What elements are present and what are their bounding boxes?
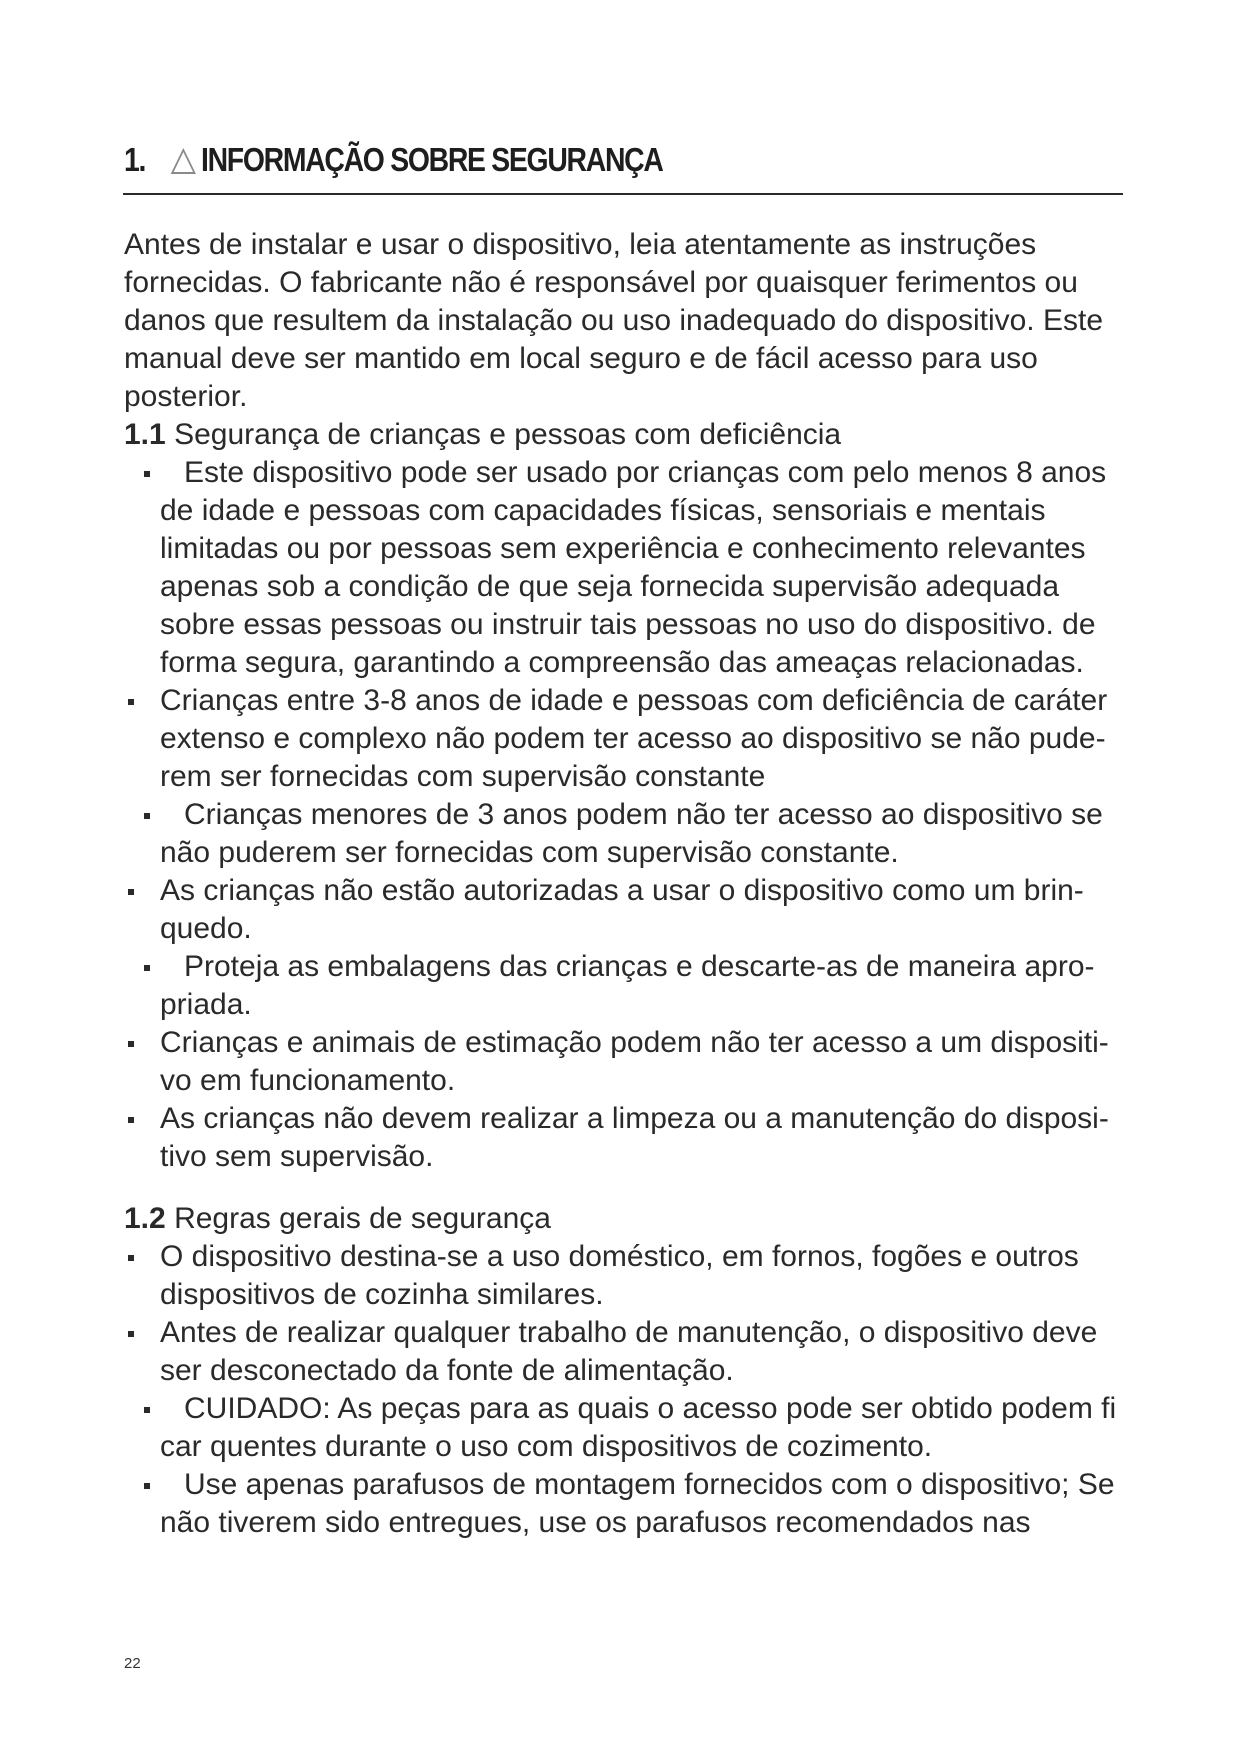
subsection-number: 1.2 <box>124 1202 166 1235</box>
list-item: Use apenas parafusos de montagem fornecidos com o dispositivo; Se não tiverem sido entregues, use os parafusos recomendados nas <box>124 1466 1124 1542</box>
bullet-marker <box>144 965 150 971</box>
list-item: Crianças entre 3-8 anos de idade e pessoas com deficiência de caráter extenso e complexo não podem ter acesso ao dispositivo se não pude-rem ser fornecidas com supervisão constante <box>124 682 1124 796</box>
list-item: As crianças não devem realizar a limpeza ou a manutenção do disposi-tivo sem supervisão. <box>124 1100 1124 1176</box>
page-number: 22 <box>124 1655 141 1672</box>
list-item: O dispositivo destina-se a uso doméstico, em fornos, fogões e outros dispositivos de cozinha similares. <box>124 1238 1124 1314</box>
bullet-marker <box>128 1255 134 1261</box>
bullet-marker <box>144 813 150 819</box>
subsection-heading-1-1 <box>124 416 1124 454</box>
bullet-marker <box>128 1117 134 1123</box>
heading-number: 1. <box>124 141 146 178</box>
list-item: Crianças menores de 3 anos podem não ter acesso ao dispositivo se não puderem ser fornecidas com supervisão constante. <box>124 796 1124 872</box>
heading-rule <box>123 193 1123 195</box>
bullet-marker <box>128 1041 134 1047</box>
bullet-marker <box>144 1483 150 1489</box>
list-item: As crianças não estão autorizadas a usar o dispositivo como um brin-quedo. <box>124 872 1124 948</box>
heading-title: INFORMAÇÃO SOBRE SEGURANÇA <box>201 141 663 178</box>
section-gap <box>124 1176 1124 1200</box>
bullet-list-1-2 <box>124 1238 1124 1542</box>
list-item: Antes de realizar qualquer trabalho de manutenção, o dispositivo deve ser desconectado da fonte de alimentação. <box>124 1314 1124 1390</box>
bullet-list-1-1 <box>124 454 1124 1176</box>
subsection-title: Segurança de crianças e pessoas com deficiência <box>174 418 842 451</box>
page-content <box>124 226 1124 1542</box>
warning-triangle-icon <box>170 147 196 175</box>
section-heading <box>124 141 984 179</box>
list-item: Crianças e animais de estimação podem não ter acesso a um dispositi-vo em funcionamento. <box>124 1024 1124 1100</box>
list-item: Este dispositivo pode ser usado por crianças com pelo menos 8 anos de idade e pessoas com capacidades físicas, sensoriais e mentais limitadas ou por pessoas sem experiência e conhecimento relevantes apenas sob a condição de que seja fornecida supervisão adequada sobre essas pessoas ou instruir tais pessoas no uso do dispositivo. de forma segura, garantindo a compreensão das ameaças relacionadas. <box>124 454 1124 682</box>
list-item: CUIDADO: As peças para as quais o acesso pode ser obtido podem fi car quentes durante o uso com dispositivos de cozimento. <box>124 1390 1124 1466</box>
subsection-title: Regras gerais de segurança <box>174 1202 551 1235</box>
bullet-marker <box>144 1407 150 1413</box>
bullet-marker <box>144 471 150 477</box>
bullet-marker <box>128 889 134 895</box>
subsection-number: 1.1 <box>124 418 166 451</box>
bullet-marker <box>128 699 134 705</box>
bullet-marker <box>128 1331 134 1337</box>
intro-paragraph: Antes de instalar e usar o dispositivo, leia atentamente as instruções fornecidas. O fabricante não é responsável por quaisquer ferimentos ou danos que resultem da instalação ou uso inadequado do dispositivo. Este manual deve ser mantido em local seguro e de fácil acesso para uso posterior. <box>124 228 1103 413</box>
subsection-heading-1-2 <box>124 1200 1124 1238</box>
list-item: Proteja as embalagens das crianças e descarte-as de maneira apro-priada. <box>124 948 1124 1024</box>
